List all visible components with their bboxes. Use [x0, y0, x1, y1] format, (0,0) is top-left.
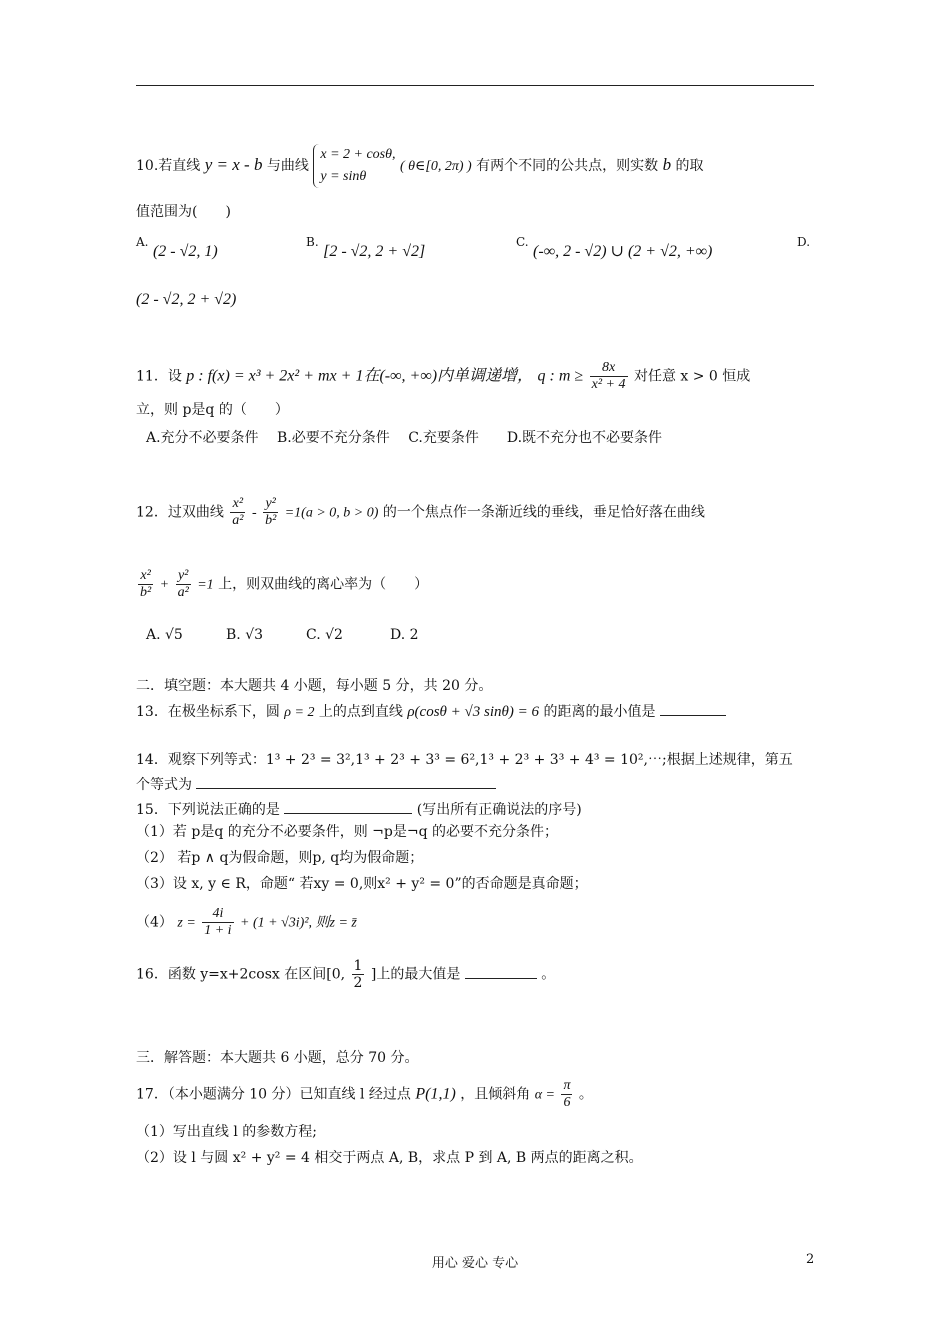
question-17	[136, 1078, 593, 1111]
q12-eq: =1	[197, 577, 214, 593]
q12-n2: y²	[263, 496, 278, 513]
q12-d4: a²	[177, 585, 189, 600]
q10-curve-system	[313, 144, 395, 188]
q17-point: P(1,1)	[415, 1085, 456, 1103]
q15-s4-z: z =	[177, 915, 196, 931]
q12-frac2	[263, 496, 278, 529]
q10-option-b-value: [2 - √2, 2 + √2]	[323, 243, 426, 260]
q15-statement-4	[136, 906, 357, 939]
q17-mid: ，且倾斜角	[460, 1086, 531, 1103]
q15-title-post: (写出所有正确说法的序号)	[416, 802, 582, 818]
q11-den: x² + 4	[591, 377, 626, 392]
q12-frac4	[176, 568, 191, 601]
page-number: 2	[806, 1252, 815, 1267]
q12-option-c: C. √2	[306, 627, 343, 643]
question-13	[136, 702, 726, 723]
question-16	[136, 958, 555, 991]
q15-statement-3: （3）设 x, y ∈ R，命题“ 若xy = 0,则x² + y² = 0”的否命题是真命题；	[136, 876, 588, 892]
q12-option-d: D. 2	[390, 627, 419, 643]
q17-end: 。	[578, 1086, 593, 1103]
q11-p: p : f(x) = x³ + 2x² + mx + 1在(-∞, +∞)内单调递增，	[186, 367, 534, 385]
q10-option-c-label: C.	[516, 235, 529, 249]
q10-var: b	[662, 155, 672, 174]
q10-line-eq: y = x - b	[204, 155, 263, 174]
q15-s4-prefix: （4）	[136, 914, 173, 931]
q13-post: 的距离的最小值是	[543, 704, 656, 720]
q16-prefix: 16．函数 y=x+2cosx 在区间[0,	[136, 966, 346, 983]
q10-option-a	[136, 232, 218, 260]
q17-alpha: α =	[534, 1087, 555, 1103]
question-15-title	[136, 800, 582, 820]
q10-prefix: 10.若直线	[136, 158, 201, 174]
q13-mid: 上的点到直线	[318, 704, 403, 720]
q10-post: 有两个不同的公共点，则实数	[476, 158, 659, 174]
q14-line2-text: 个等式为	[136, 777, 192, 793]
q16-frac	[352, 958, 365, 991]
q11-num: 8x	[590, 360, 628, 377]
q17-prefix: 17．（本小题满分 10 分）已知直线 l 经过点	[136, 1086, 411, 1103]
q11-prefix: 11．设	[136, 368, 182, 385]
page-footer: 用心 爱心 专心	[431, 1256, 519, 1271]
q12-d2: b²	[265, 513, 277, 528]
q10-option-c-value: (-∞, 2 - √2) ∪ (2 + √2, +∞)	[533, 243, 713, 260]
q17-num: π	[563, 1078, 571, 1093]
q13-line: ρ(cosθ + √3 sinθ) = 6	[407, 704, 540, 720]
q12-frac3	[138, 568, 153, 601]
q15-s4-frac	[202, 906, 233, 939]
q10-sys-x: x = 2 + cosθ,	[320, 147, 396, 162]
q10-mid: 与曲线	[266, 158, 309, 174]
q10-option-a-value: (2 - √2, 1)	[152, 243, 218, 260]
q15-answer-blank[interactable]	[284, 813, 412, 814]
section-2-heading: 二．填空题：本大题共 4 小题，每小题 5 分，共 20 分。	[136, 678, 493, 694]
q10-range: ( θ∈[0, 2π) )	[399, 159, 472, 174]
q10-option-d-label: D.	[797, 235, 811, 249]
q10-option-c	[516, 232, 713, 260]
question-10-line2: 值范围为( )	[136, 204, 231, 220]
q12-n1: x²	[230, 496, 245, 513]
q17-part-1: （1）写出直线 l 的参数方程;	[136, 1124, 318, 1140]
q13-circle: ρ = 2	[284, 705, 315, 720]
section-3-heading: 三．解答题：本大题共 6 小题，总分 70 分。	[136, 1050, 419, 1066]
q10-option-d-value: (2 - √2, 2 + √2)	[136, 291, 237, 308]
q10-tail: 的取	[675, 158, 704, 174]
q12-option-a: A. √5	[146, 627, 183, 643]
q15-s4-den: 1 + i	[204, 923, 232, 938]
question-10-line1	[136, 144, 704, 188]
q12-n3: x²	[138, 568, 153, 585]
q17-part-2: （2）设 l 与圆 x² + y² = 4 相交于两点 A, B，求点 P 到 A, B 两点的距离之积。	[136, 1150, 643, 1166]
q16-answer-blank[interactable]	[465, 978, 537, 979]
q12-d1: a²	[232, 513, 244, 528]
q10-option-b-label: B.	[306, 235, 319, 249]
q15-title-text: 15．下列说法正确的是	[136, 802, 280, 818]
q12-n4: y²	[176, 568, 191, 585]
q10-option-b	[306, 232, 426, 260]
q15-statement-2: （2） 若p ∧ q为假命题，则p, q均为假命题；	[136, 850, 424, 866]
q11-q: q : m ≥	[537, 367, 584, 385]
q12-post2: 上，则双曲线的离心率为（ ）	[218, 576, 429, 593]
q15-statement-1: （1）若 p是q 的充分不必要条件，则 ¬p是¬q 的必要不充分条件；	[136, 824, 559, 840]
question-12-line1: 12．过双曲线 $\frac{\text{x²}}{\text{a²}}$ - $\frac{\text{y²}}{\text{b²}}$ =1(a > 0, b > 0) 的一个焦点作一条渐近线的垂线，垂足恰好落在曲线	[136, 496, 705, 528]
q12-cond: =1(a > 0, b > 0)	[284, 505, 379, 521]
question-11-options: A.充分不必要条件 B.必要不充分条件 C.充要条件 D.既不充分也不必要条件	[146, 430, 663, 446]
q12-prefix: 12．过双曲线	[136, 504, 224, 521]
q14-answer-blank[interactable]	[196, 788, 496, 789]
q12-d3: b²	[140, 585, 152, 600]
q10-option-a-label: A.	[136, 235, 149, 249]
q10-sys-y: y = sinθ	[320, 169, 367, 184]
question-14-line1: 14．观察下列等式：1³ + 2³ = 3²,1³ + 2³ + 3³ = 6²,1³ + 2³ + 3³ + 4³ = 10²,⋯;根据上述规律，第五	[136, 752, 793, 768]
q16-end: 。	[541, 966, 556, 983]
q16-post: ]上的最大值是	[370, 966, 461, 983]
q15-s4-post: + (1 + √3i)², 则z = z̄	[240, 915, 357, 931]
q13-answer-blank[interactable]	[660, 715, 726, 716]
q11-fraction	[590, 360, 628, 393]
q16-num: 1	[353, 958, 363, 974]
q12-frac1	[230, 496, 245, 529]
header-rule	[136, 85, 814, 86]
q11-post: 对任意 x > 0 恒成	[633, 368, 751, 385]
q17-den: 6	[563, 1095, 571, 1110]
question-11-line2: 立，则 p是q 的（ ）	[136, 402, 289, 418]
q16-den: 2	[353, 975, 363, 991]
q12-post: 的一个焦点作一条渐近线的垂线，垂足恰好落在曲线	[382, 504, 705, 521]
q15-s4-num: 4i	[202, 906, 233, 923]
question-14-line2	[136, 775, 496, 795]
q13-prefix: 13．在极坐标系下，圆	[136, 704, 280, 720]
question-12-line2: $\frac{\text{x²}}{\text{b²}}$ + $\frac{\text{y²}}{\text{a²}}$ =1 上，则双曲线的离心率为（ ）	[140, 568, 429, 600]
q12-option-b: B. √3	[226, 627, 264, 643]
q17-frac	[561, 1078, 572, 1111]
question-11-line1	[136, 360, 750, 393]
